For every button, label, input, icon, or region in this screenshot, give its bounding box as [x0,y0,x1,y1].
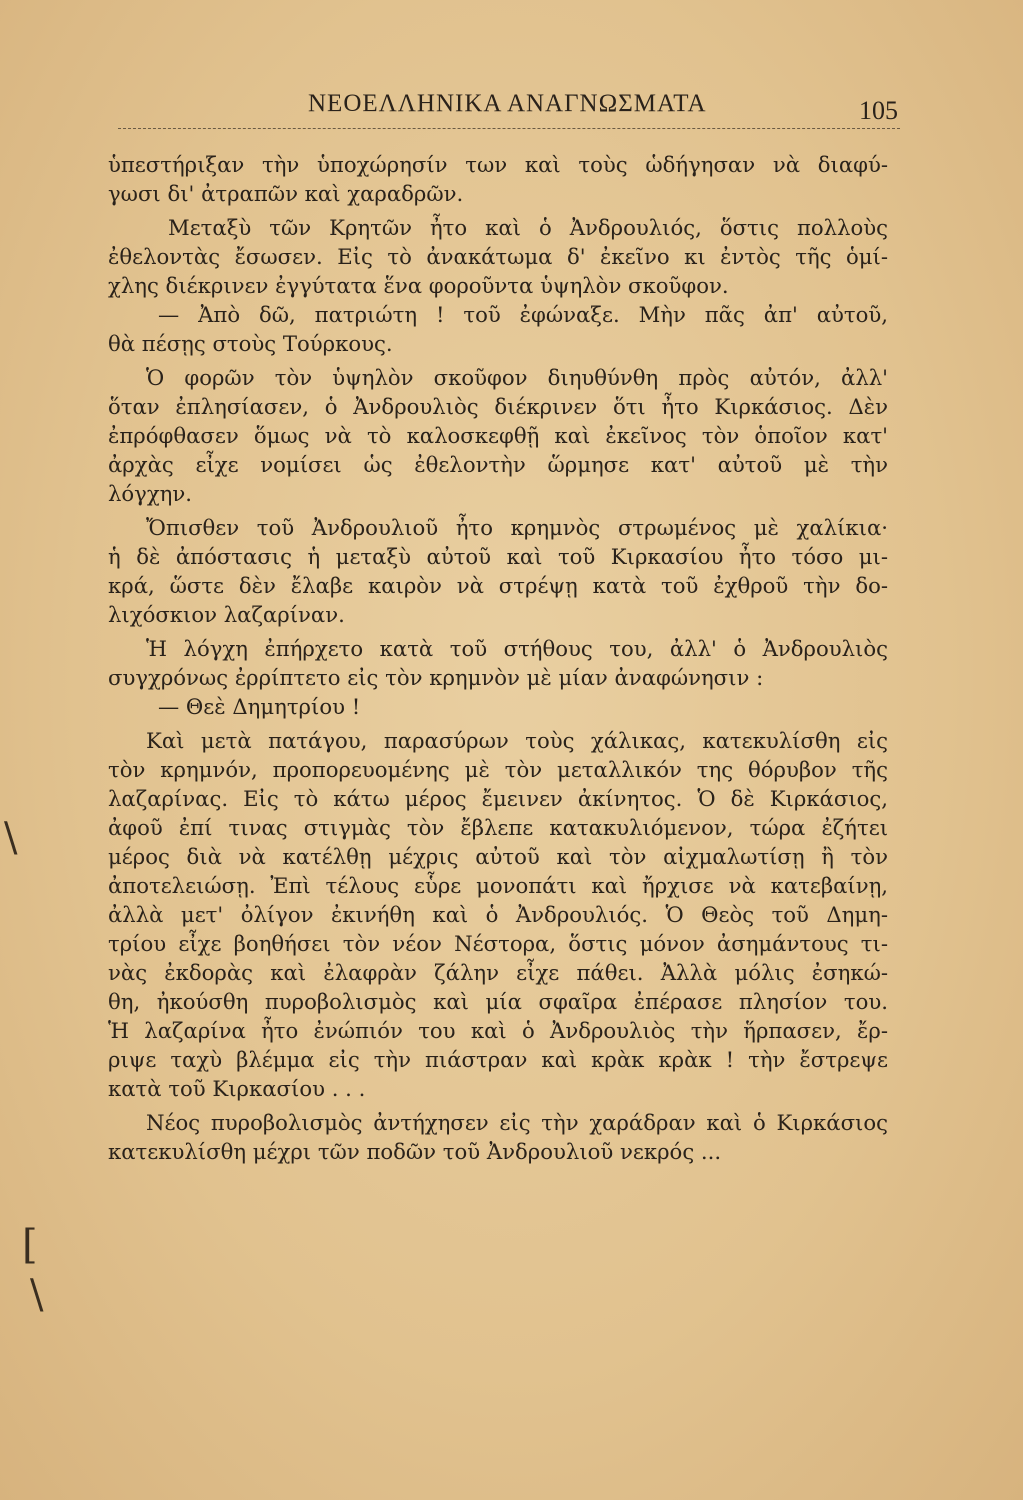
text-line: ὑπεστήριξαν τὴν ὑποχώρησίν των καὶ τοὺς ὡδήγησαν νὰ διαφύ- [108,152,888,177]
text-line: νὰς ἐκδορὰς καὶ ἐλαφρὰν ζάλην εἶχε πάθει. Ἀλλὰ μόλις ἐσηκώ- [108,960,888,985]
text-line: λόγχην. [108,481,192,506]
text-line: — Ἀπὸ δῶ, πατριώτη ! τοῦ ἐφώναξε. Μὴν πᾶς ἀπ' αὐτοῦ, [158,302,888,327]
body-text [108,150,888,1166]
text-line: τρίου εἶχε βοηθήσει τὸν νέον Νέστορα, ὅστις μόνον ἀσημάντους τι- [108,931,888,956]
text-line: συγχρόνως ἐρρίπτετο εἰς τὸν κρημνὸν μὲ μίαν ἀναφώνησιν : [108,665,764,690]
text-line: ἡ δὲ ἀπόστασις ἡ μεταξὺ αὐτοῦ καὶ τοῦ Κιρκασίου ἦτο τόσο μι- [108,544,888,569]
text-line: τὸν κρημνόν, προπορευομένης μὲ τὸν μεταλλικόν της θόρυβον τῆς [108,757,888,782]
text-line: κατεκυλίσθη μέχρι τῶν ποδῶν τοῦ Ἀνδρουλιοῦ νεκρός ... [108,1139,722,1164]
text-line: ἀφοῦ ἐπί τινας στιγμὰς τὸν ἔβλεπε κατακυλιόμενον, τώρα ἐζήτει [108,815,888,840]
text-line: Μεταξὺ τῶν Κρητῶν ἦτο καὶ ὁ Ἀνδρουλιός, ὅστις πολλοὺς [168,215,888,240]
text-line: χλης διέκρινεν ἐγγύτατα ἕνα φοροῦντα ὑψηλὸν σκοῦφον. [108,273,729,298]
text-line: Ἡ λόγχη ἐπήρχετο κατὰ τοῦ στήθους του, ἀλλ' ὁ Ἀνδρουλιὸς [146,636,888,661]
text-line: ἐπρόφθασεν ὅμως νὰ τὸ καλοσκεφθῇ καὶ ἐκεῖνος τὸν ὁποῖον κατ' [108,423,888,448]
margin-mark: [ [22,1222,38,1268]
page-header [118,88,900,129]
text-line: ἀλλὰ μετ' ὀλίγον ἐκινήθη καὶ ὁ Ἀνδρουλιός. Ὁ Θεὸς τοῦ Δημη- [108,902,888,927]
text-line: κρά, ὥστε δὲν ἔλαβε καιρὸν νὰ στρέψῃ κατὰ τοῦ ἐχθροῦ τὴν δο- [108,573,888,598]
text-line: — Θεὲ Δημητρίου ! [158,694,361,719]
text-line: θὰ πέσῃς στοὺς Τούρκους. [108,331,393,356]
text-line: ἀποτελειώσῃ. Ἐπὶ τέλους εὗρε μονοπάτι καὶ ἤρχισε νὰ κατεβαίνῃ, [108,873,888,898]
text-line: ὅταν ἐπλησίασεν, ὁ Ἀνδρουλιὸς διέκρινεν ὅτι ἦτο Κιρκάσιος. Δὲν [108,394,888,419]
text-line: Ὁ φορῶν τὸν ὑψηλὸν σκοῦφον διηυθύνθη πρὸς αὐτόν, ἀλλ' [146,365,888,390]
text-line: μέρος διὰ νὰ κατέλθῃ μέχρις αὐτοῦ καὶ τὸν αἰχμαλωτίσῃ ἢ τὸν [108,844,888,869]
text-line: κατὰ τοῦ Κιρκασίου . . . [108,1076,366,1101]
text-line: λαζαρίνας. Εἰς τὸ κάτω μέρος ἔμεινεν ἀκίνητος. Ὁ δὲ Κιρκάσιος, [108,786,888,811]
text-line: ριψε ταχὺ βλέμμα εἰς τὴν πιάστραν καὶ κρὰκ κρὰκ ! τὴν ἔστρεψε [108,1047,888,1072]
running-title: ΝΕΟΕΛΛΗΝΙΚΑ ΑΝΑΓΝΩΣΜΑΤΑ [308,90,707,117]
text-line: Ἡ λαζαρίνα ἦτο ἐνώπιόν του καὶ ὁ Ἀνδρουλιὸς τὴν ἥρπασεν, ἔρ- [108,1018,888,1043]
text-line: Ὄπισθεν τοῦ Ἀνδρουλιοῦ ἦτο κρημνὸς στρωμένος μὲ χαλίκια· [146,515,888,540]
margin-mark: \ [30,1272,44,1318]
text-line: θη, ἠκούσθη πυροβολισμὸς καὶ μία σφαῖρα ἐπέρασε πλησίον του. [108,989,888,1014]
page-number: 105 [859,96,898,125]
text-line: Καὶ μετὰ πατάγου, παρασύρων τοὺς χάλικας, κατεκυλίσθη εἰς [146,728,888,753]
text-line: γωσι δι' ἀτραπῶν καὶ χαραδρῶν. [108,181,464,206]
margin-mark: \ [4,815,18,861]
text-line: Νέος πυροβολισμὸς ἀντήχησεν εἰς τὴν χαράδραν καὶ ὁ Κιρκάσιος [146,1110,888,1135]
text-line: ἐθελοντὰς ἔσωσεν. Εἰς τὸ ἀνακάτωμα δ' ἐκεῖνο κι ἐντὸς τῆς ὁμί- [108,244,888,269]
text-line: λιχόσκιον λαζαρίναν. [108,602,345,627]
text-line: ἀρχὰς εἶχε νομίσει ὡς ἐθελοντὴν ὥρμησε κατ' αὐτοῦ μὲ τὴν [108,452,888,477]
